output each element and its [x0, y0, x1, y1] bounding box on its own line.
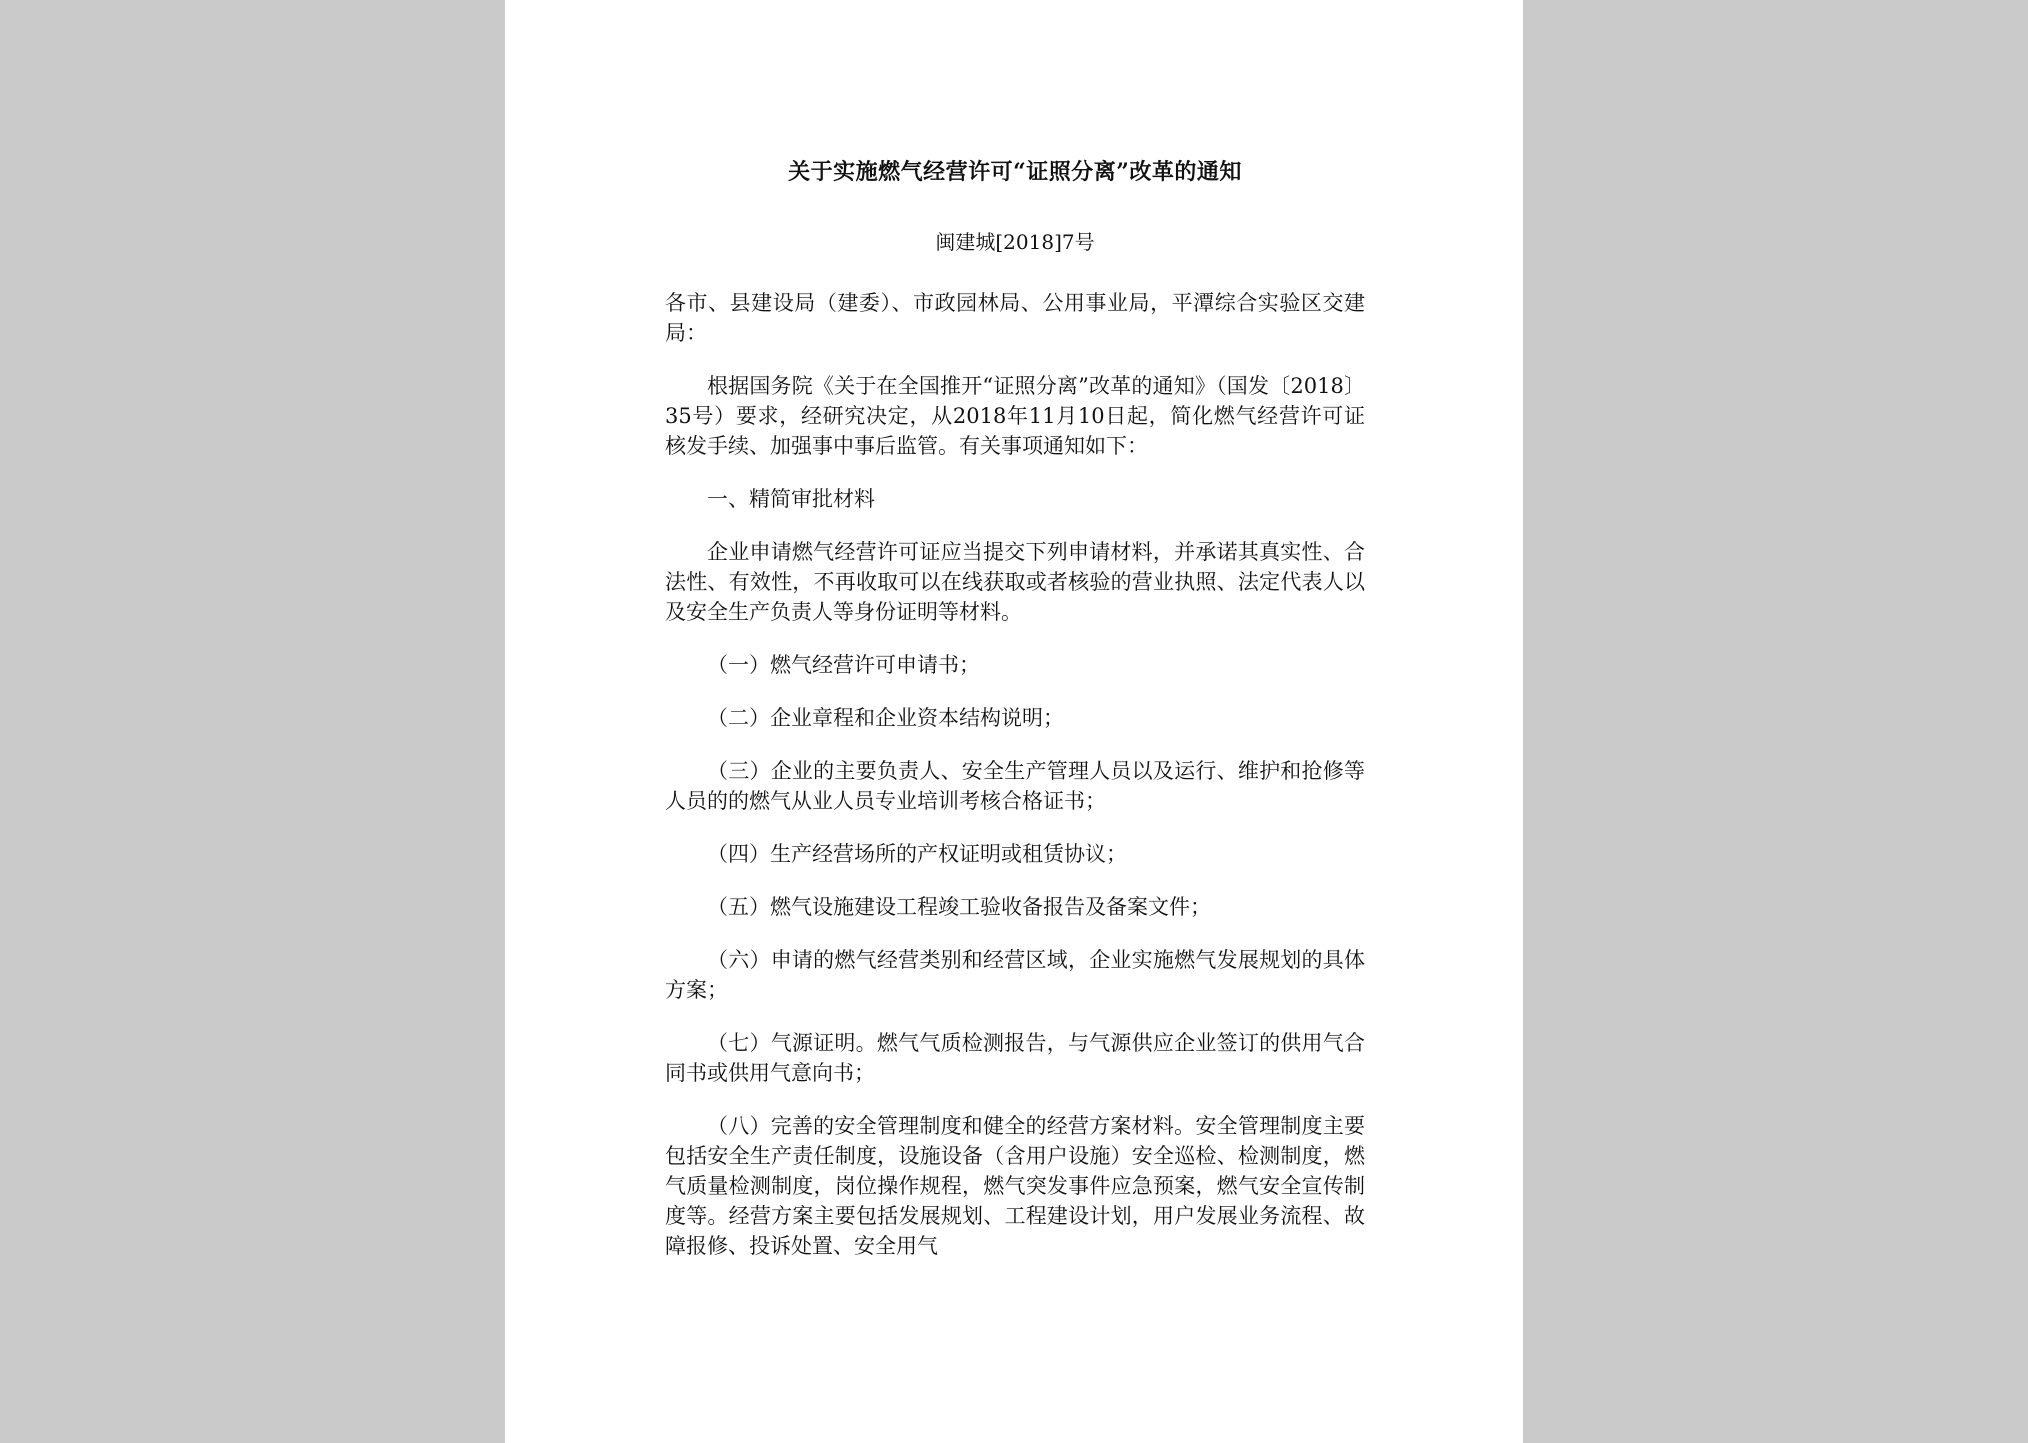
document-page [505, 0, 1523, 1443]
list-item: （四）生产经营场所的产权证明或租赁协议； [707, 842, 1127, 866]
list-item: （二）企业章程和企业资本结构说明； [707, 706, 1064, 730]
list-item: （五）燃气设施建设工程竣工验收备报告及备案文件； [707, 895, 1211, 919]
paragraph: 企业申请燃气经营许可证应当提交下列申请材料，并承诺其真实性、合法性、有效性，不再收取可以在线获取或者核验的营业执照、法定代表人以及安全生产负责人等身份证明等材料。 [665, 540, 1365, 624]
document-number: 闽建城[2018]7号 [935, 230, 1095, 254]
salutation: 各市、县建设局（建委）、市政园林局、公用事业局，平潭综合实验区交建局： [665, 291, 1365, 345]
section-heading: 一、精简审批材料 [707, 487, 875, 511]
document-title: 关于实施燃气经营许可“证照分离”改革的通知 [788, 159, 1242, 185]
list-item: （一）燃气经营许可申请书； [707, 653, 980, 677]
list-item: （六）申请的燃气经营类别和经营区域，企业实施燃气发展规划的具体方案； [665, 948, 1365, 1002]
document-body [665, 288, 1365, 1284]
list-item: （三）企业的主要负责人、安全生产管理人员以及运行、维护和抢修等人员的的燃气从业人员专业培训考核合格证书； [665, 759, 1365, 813]
list-item: （七）气源证明。燃气气质检测报告，与气源供应企业签订的供用气合同书或供用气意向书； [665, 1031, 1365, 1085]
list-item: （八）完善的安全管理制度和健全的经营方案材料。安全管理制度主要包括安全生产责任制度，设施设备（含用户设施）安全巡检、检测制度，燃气质量检测制度，岗位操作规程，燃气突发事件应急预案，燃气安全宣传制度等。经营方案主要包括发展规划、工程建设计划，用户发展业务流程、故障报修、投诉处置、安全用气 [665, 1114, 1365, 1258]
paragraph: 根据国务院《关于在全国推开“证照分离”改革的通知》（国发〔2018〕35号）要求，经研究决定，从2018年11月10日起，简化燃气经营许可证核发手续、加强事中事后监管。有关事项通知如下： [665, 374, 1365, 458]
